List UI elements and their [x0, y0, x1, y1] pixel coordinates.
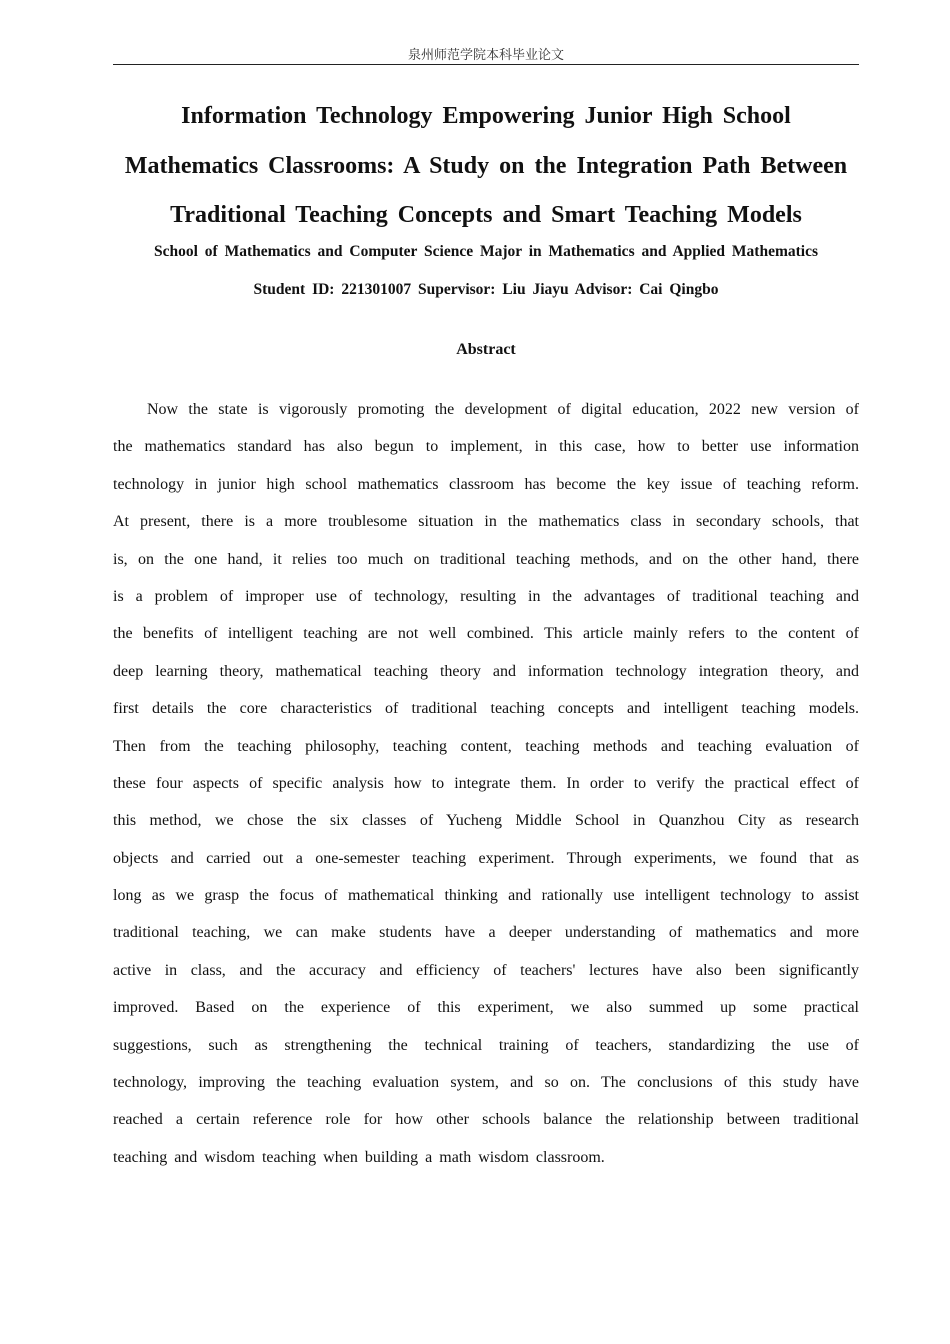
abstract-line: these four aspects of specific analysis how to integrate them. In order to verify the practical effect of	[113, 774, 859, 792]
abstract-line: teaching and wisdom teaching when building a math wisdom classroom.	[113, 1148, 605, 1166]
abstract-line: first details the core characteristics of traditional teaching concepts and intelligent teaching models.	[113, 700, 859, 718]
abstract-body	[113, 391, 859, 1176]
abstract-line: this method, we chose the six classes of Yucheng Middle School in Quanzhou City as research	[113, 812, 859, 830]
abstract-line: improved. Based on the experience of this experiment, we also summed up some practical	[113, 999, 859, 1017]
abstract-line: is a problem of improper use of technology, resulting in the advantages of traditional teaching and	[113, 587, 859, 605]
abstract-line: the mathematics standard has also begun to implement, in this case, how to better use information	[113, 438, 859, 456]
abstract-heading: Abstract	[456, 341, 516, 358]
abstract-line: is, on the one hand, it relies too much on traditional teaching methods, and on the other hand, there	[113, 550, 859, 568]
running-header-text: 泉州师范学院本科毕业论文	[407, 47, 564, 62]
abstract-line: deep learning theory, mathematical teaching theory and information technology integration theory, and	[113, 662, 859, 680]
abstract-line: reached a certain reference role for how other schools balance the relationship between traditional	[113, 1111, 859, 1129]
abstract-line: At present, there is a more troublesome situation in the mathematics class in secondary schools, that	[113, 513, 859, 531]
abstract-line: traditional teaching, we can make students have a deeper understanding of mathematics and more	[113, 924, 859, 942]
abstract-line: technology in junior high school mathematics classroom has become the key issue of teaching reform.	[113, 475, 859, 493]
abstract-line: the benefits of intelligent teaching are not well combined. This article mainly refers to the content of	[113, 625, 859, 643]
title-line: Information Technology Empowering Junior High School	[181, 103, 791, 129]
student-supervisor-line: Student ID: 221301007 Supervisor: Liu Jiayu Advisor: Cai Qingbo	[253, 281, 719, 298]
title-line: Traditional Teaching Concepts and Smart Teaching Models	[170, 202, 802, 228]
abstract-line: Then from the teaching philosophy, teaching content, teaching methods and teaching evaluation of	[113, 737, 859, 755]
abstract-line: Now the state is vigorously promoting the development of digital education, 2022 new version of	[147, 401, 859, 418]
abstract-line: technology, improving the teaching evaluation system, and so on. The conclusions of this study have	[113, 1074, 859, 1092]
running-header	[113, 46, 859, 65]
abstract-line: active in class, and the accuracy and efficiency of teachers' lectures have also been significantly	[113, 961, 859, 979]
abstract-line: objects and carried out a one-semester teaching experiment. Through experiments, we found that as	[113, 849, 859, 867]
title-line: Mathematics Classrooms: A Study on the Integration Path Between	[124, 152, 848, 179]
abstract-line: suggestions, such as strengthening the technical training of teachers, standardizing the use of	[113, 1036, 859, 1054]
abstract-line: long as we grasp the focus of mathematical thinking and rationally use intelligent technology to assist	[113, 887, 859, 905]
school-major-line: School of Mathematics and Computer Science Major in Mathematics and Applied Mathematics	[153, 243, 818, 260]
paper-title	[113, 92, 859, 241]
